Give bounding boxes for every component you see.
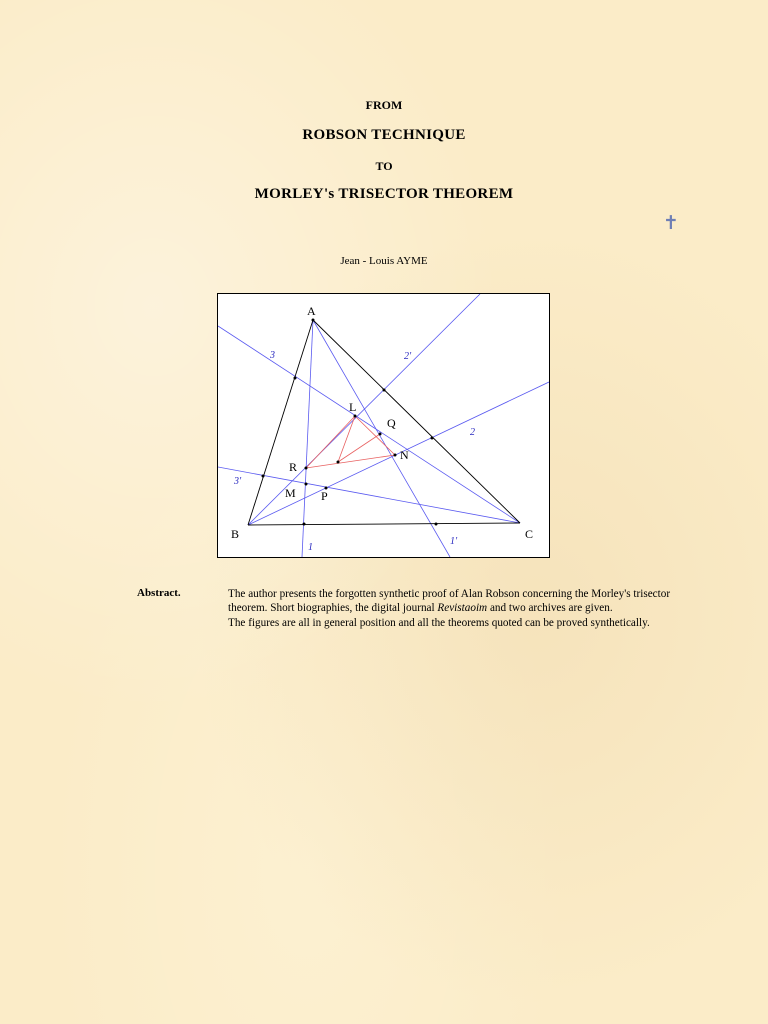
geometry-diagram — [218, 294, 549, 557]
abstract-p1-end: and two archives are given. — [487, 602, 613, 615]
point-ab-3p — [262, 475, 265, 478]
heading-robson-technique: ROBSON TECHNIQUE — [302, 127, 466, 143]
point-r — [305, 467, 308, 470]
label-c: C — [525, 527, 534, 541]
line-label-3p: 3' — [234, 476, 242, 487]
line-label-2p: 2' — [404, 351, 412, 362]
line-label-3: 3 — [270, 350, 275, 361]
cross-icon: ✝ — [663, 212, 679, 234]
author-name: Jean - Louis AYME — [340, 255, 428, 267]
abstract-text — [228, 587, 673, 630]
point-ac-2p — [383, 389, 386, 392]
point-q — [379, 433, 382, 436]
abstract-paragraph-1 — [228, 587, 673, 616]
abstract-p1-start: The author presents the forgotten synthetic proof of Alan Robson concerning the Morley's trisector theorem. Short biographies, the digital journal — [228, 588, 671, 615]
label-l: L — [349, 400, 357, 414]
trisector-3 — [218, 326, 520, 523]
side-ab — [248, 320, 313, 525]
morley-side-1 — [306, 416, 355, 468]
heading-morley-theorem: MORLEY's TRISECTOR THEOREM — [254, 186, 514, 202]
point-l — [354, 415, 357, 418]
line-label-1p: 1' — [450, 536, 458, 547]
point-ac-2 — [431, 437, 434, 440]
heading-to: TO — [375, 159, 393, 173]
side-bc — [248, 523, 520, 525]
line-label-1: 1 — [308, 542, 313, 553]
side-ac — [313, 320, 520, 523]
label-m: M — [285, 486, 296, 500]
line-label-2: 2 — [470, 427, 475, 438]
abstract-paragraph-2: The figures are all in general position and all the theorems quoted can be proved synthetically. — [228, 616, 650, 629]
heading-from: FROM — [365, 98, 403, 112]
point-inner — [337, 461, 340, 464]
label-r: R — [289, 460, 298, 474]
label-a: A — [307, 304, 316, 318]
label-n: N — [400, 448, 409, 462]
label-q: Q — [387, 416, 396, 430]
morley-figure — [217, 293, 550, 558]
point-bc-1p — [435, 523, 438, 526]
morley-inner-1 — [338, 416, 355, 462]
journal-name: Revistaoim — [437, 602, 488, 615]
point-bc-1 — [303, 523, 306, 526]
point-m — [305, 483, 308, 486]
point-ab-3 — [294, 377, 297, 380]
point-n — [394, 454, 397, 457]
trisector-2p — [248, 294, 480, 525]
point-a — [312, 319, 315, 322]
label-b: B — [231, 527, 240, 541]
abstract-label: Abstract. — [137, 587, 181, 599]
label-p: P — [321, 489, 328, 503]
trisector-1 — [302, 320, 313, 557]
